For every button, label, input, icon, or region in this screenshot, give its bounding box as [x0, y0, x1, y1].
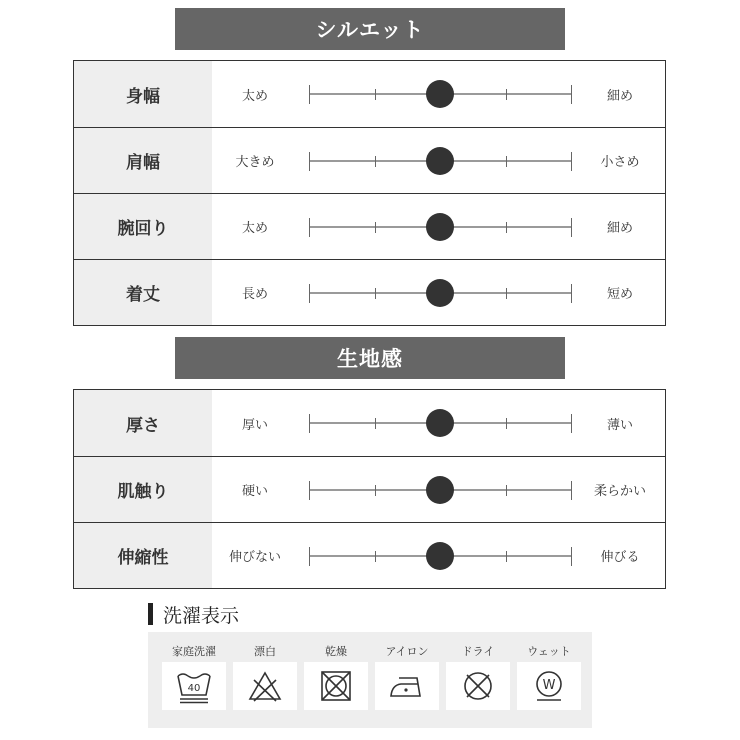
- scale-tick: [375, 89, 376, 100]
- row-label: 肩幅: [74, 128, 212, 193]
- care-item-dry-clean: [446, 640, 510, 722]
- care-label: 漂白: [254, 645, 276, 658]
- scale-tick: [571, 547, 572, 566]
- care-item-home-wash: [162, 640, 226, 722]
- wet-clean-icon: [531, 668, 567, 704]
- fabric-row-texture: [74, 456, 665, 522]
- scale-left-label: 太め: [241, 221, 268, 236]
- scale-tick: [375, 222, 376, 233]
- scale-tick: [375, 156, 376, 167]
- scale-tick: [571, 414, 572, 433]
- scale-tick: [506, 418, 507, 429]
- scale-right-label: 細め: [606, 221, 633, 236]
- row-label: 伸縮性: [74, 523, 212, 588]
- row-label: 肌触り: [74, 457, 212, 522]
- scale-right-label: 薄い: [606, 417, 633, 433]
- scale-tick: [309, 152, 310, 171]
- scale-left-label: 長め: [241, 287, 268, 302]
- washing-title-text: 洗濯表示: [163, 604, 240, 627]
- row-label: 厚さ: [74, 390, 212, 456]
- wet-clean-letter: W: [542, 678, 556, 693]
- washing-title: [148, 601, 239, 627]
- scale-left-label: 伸びない: [228, 550, 281, 565]
- fabric-row-stretch: [74, 522, 665, 588]
- fabric-header: [175, 337, 565, 379]
- scale-tick: [309, 547, 310, 566]
- scale-right-label: 小さめ: [600, 155, 640, 170]
- silhouette-row-width: [74, 61, 665, 127]
- rating-scale: [309, 413, 571, 433]
- scale-tick: [571, 284, 572, 303]
- scale-tick: [506, 288, 507, 299]
- rating-scale: [309, 283, 571, 303]
- scale-tick: [375, 418, 376, 429]
- scale-tick: [309, 85, 310, 104]
- scale-tick: [506, 89, 507, 100]
- title-bar: [148, 603, 153, 625]
- silhouette-header: [175, 8, 565, 50]
- scale-tick: [571, 152, 572, 171]
- wash-temp-text: 40: [187, 683, 201, 694]
- rating-scale: [309, 84, 571, 104]
- silhouette-table: [73, 60, 666, 326]
- scale-marker: [426, 213, 454, 241]
- silhouette-row-length: [74, 259, 665, 325]
- care-item-iron: [375, 640, 439, 722]
- rating-scale: [309, 151, 571, 171]
- fabric-table: [73, 389, 666, 589]
- scale-tick: [375, 485, 376, 496]
- scale-right-label: 伸びる: [600, 550, 640, 565]
- no-bleach-icon: [247, 669, 283, 703]
- scale-tick: [571, 481, 572, 500]
- scale-tick: [375, 551, 376, 562]
- rating-scale: [309, 217, 571, 237]
- scale-left-label: 太め: [241, 88, 268, 104]
- scale-tick: [309, 284, 310, 303]
- scale-tick: [309, 218, 310, 237]
- scale-marker: [426, 542, 454, 570]
- care-item-dry: [304, 640, 368, 722]
- scale-right-label: 細め: [606, 88, 633, 104]
- scale-tick: [506, 551, 507, 562]
- care-item-wet-clean: [517, 640, 581, 722]
- rating-scale: [309, 480, 571, 500]
- row-label: 身幅: [74, 61, 212, 127]
- scale-marker: [426, 279, 454, 307]
- washing-panel: [148, 632, 592, 728]
- scale-left-label: 硬い: [241, 484, 268, 499]
- silhouette-title: シルエット: [315, 18, 425, 42]
- row-label: 着丈: [74, 260, 212, 325]
- care-label: 家庭洗濯: [172, 645, 216, 658]
- scale-left-label: 厚い: [241, 417, 268, 433]
- scale-marker: [426, 409, 454, 437]
- scale-marker: [426, 147, 454, 175]
- scale-tick: [309, 414, 310, 433]
- care-item-bleach: [233, 640, 297, 722]
- care-label: アイロン: [385, 645, 429, 658]
- scale-tick: [506, 485, 507, 496]
- care-label: ドライ: [461, 645, 495, 658]
- scale-tick: [375, 288, 376, 299]
- care-label: 乾燥: [325, 645, 347, 658]
- scale-tick: [506, 156, 507, 167]
- scale-right-label: 柔らかい: [593, 484, 646, 499]
- scale-right-label: 短め: [606, 287, 633, 302]
- scale-tick: [506, 222, 507, 233]
- no-dry-clean-icon: [460, 669, 496, 703]
- fabric-title: 生地感: [337, 347, 403, 371]
- scale-marker: [426, 80, 454, 108]
- no-tumble-dry-icon: [318, 669, 354, 703]
- scale-tick: [571, 218, 572, 237]
- rating-scale: [309, 546, 571, 566]
- row-label: 腕回り: [74, 194, 212, 259]
- wash-40-icon: [174, 668, 214, 704]
- scale-marker: [426, 476, 454, 504]
- silhouette-row-arm: [74, 193, 665, 259]
- silhouette-row-shoulder: [74, 127, 665, 193]
- care-label: ウェット: [527, 645, 571, 658]
- scale-tick: [571, 85, 572, 104]
- scale-tick: [309, 481, 310, 500]
- iron-icon: [387, 670, 427, 702]
- fabric-row-thickness: [74, 390, 665, 456]
- scale-left-label: 大きめ: [235, 155, 275, 170]
